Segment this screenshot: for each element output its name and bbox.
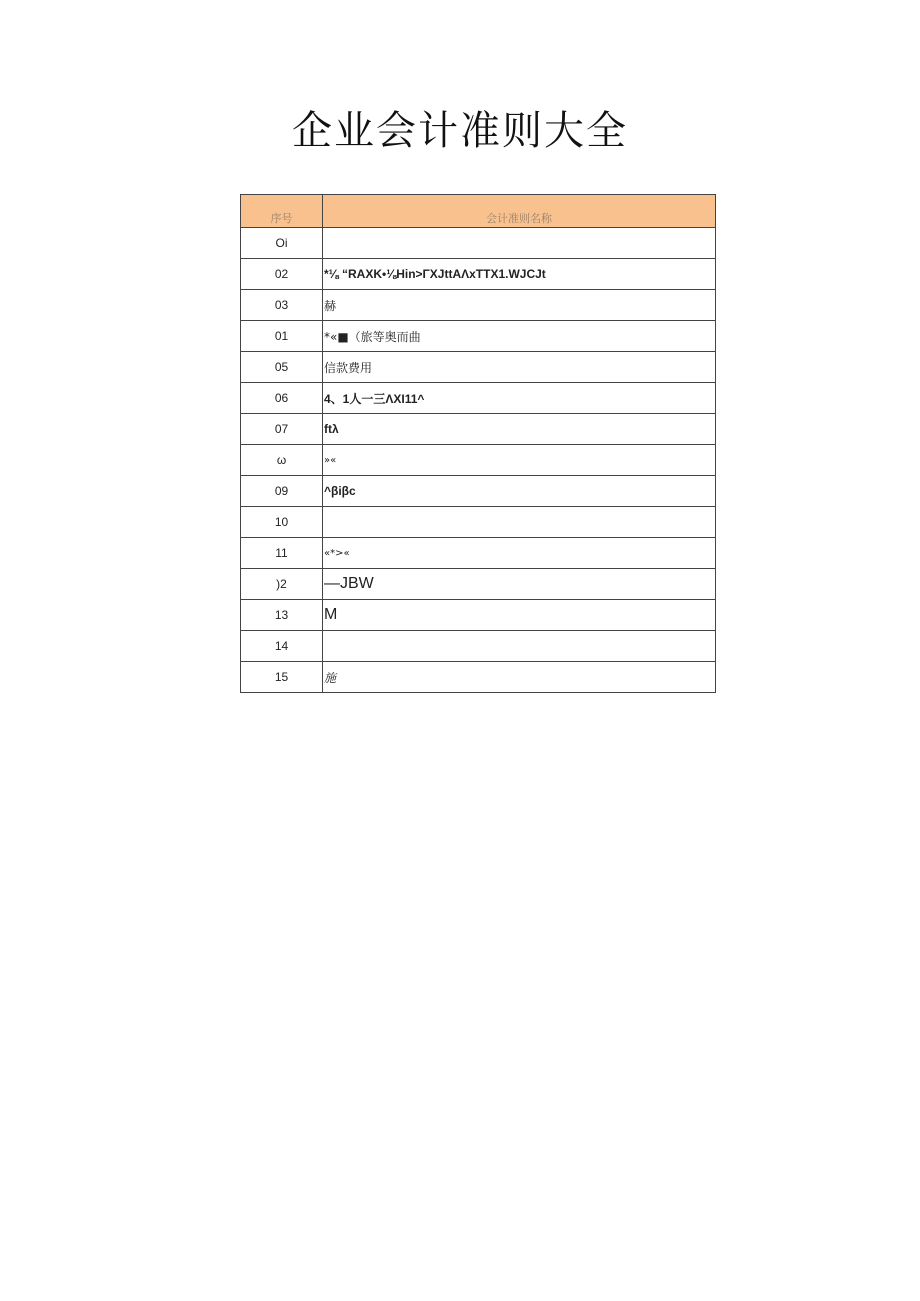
row-number: 07 [241,414,323,445]
standard-name: 4、1人一三ΛXI11^ [323,383,716,414]
standard-name [323,228,716,259]
standard-name: »« [323,445,716,476]
standard-name [323,631,716,662]
table-row [241,507,716,538]
accounting-standards-table [240,194,716,693]
row-number: )2 [241,569,323,600]
row-number: 10 [241,507,323,538]
row-number: Oi [241,228,323,259]
standard-name: 赫 [323,290,716,321]
page-title: 企业会计准则大全 [292,107,628,154]
standard-name: M [323,600,716,631]
row-number: 09 [241,476,323,507]
row-number: 13 [241,600,323,631]
table-row [241,445,716,476]
row-number: ω [241,445,323,476]
table-header-row [241,195,716,228]
table-row [241,259,716,290]
standard-name: *«■（旅等奥而曲 [323,321,716,352]
row-number: 06 [241,383,323,414]
standard-name: *⅛ “RAXK•⅛Hin>ΓXJttAΛxTTX1.WJCJt [323,259,716,290]
table-row [241,290,716,321]
header-standard-name: 会计准则名称 [323,195,716,228]
table-row [241,352,716,383]
row-number: 02 [241,259,323,290]
row-number: 11 [241,538,323,569]
table-row [241,600,716,631]
table-row [241,414,716,445]
header-number: 序号 [241,195,323,228]
row-number: 14 [241,631,323,662]
standard-name: 信款费用 [323,352,716,383]
standard-name [323,507,716,538]
table-row [241,538,716,569]
standard-name: —JBW [323,569,716,600]
table-row [241,569,716,600]
standard-name: 施 [323,662,716,693]
standard-name: ftλ [323,414,716,445]
row-number: 01 [241,321,323,352]
standard-name: ^βiβc [323,476,716,507]
row-number: 15 [241,662,323,693]
table-row [241,476,716,507]
row-number: 05 [241,352,323,383]
table-row [241,662,716,693]
table-row [241,321,716,352]
table-row [241,228,716,259]
table-row [241,383,716,414]
table-row [241,631,716,662]
row-number: 03 [241,290,323,321]
standard-name: «*>« [323,538,716,569]
